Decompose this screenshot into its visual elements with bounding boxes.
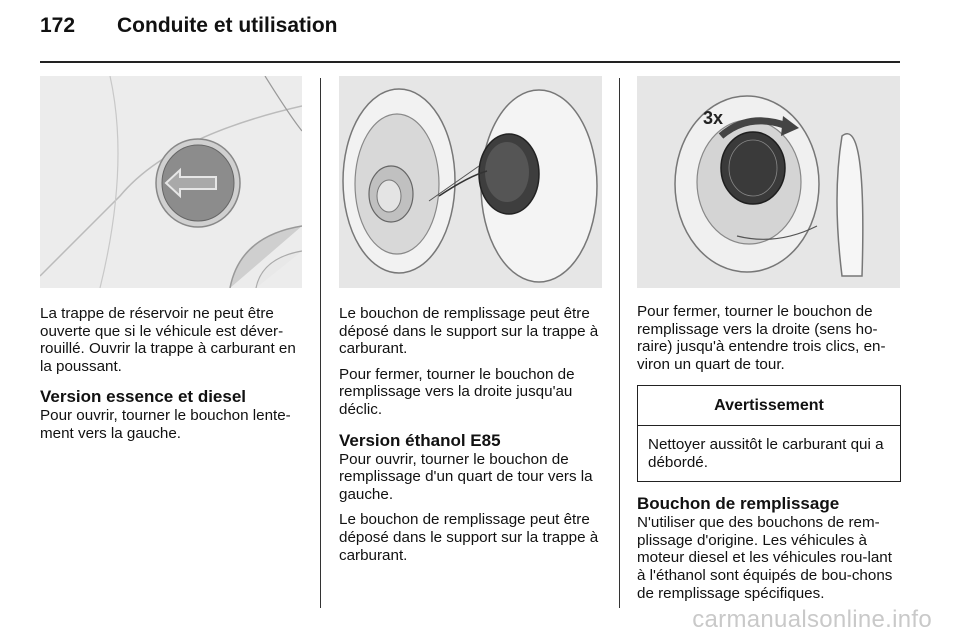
page-title: Conduite et utilisation: [117, 14, 338, 37]
column-2: [339, 305, 603, 572]
column-1: [40, 305, 304, 451]
paragraph: Le bouchon de remplissage peut être déposé dans le support sur la trappe à carburant.: [339, 511, 599, 564]
page-header: [40, 14, 338, 50]
header-rule: [40, 61, 900, 63]
figure-fuel-cap-rotation: [637, 76, 900, 288]
paragraph: Pour ouvrir, tourner le bouchon lente-ment vers la gauche.: [40, 407, 291, 442]
rotation-count-label: 3x: [703, 108, 724, 128]
column-divider: [320, 78, 321, 608]
section-heading: Version éthanol E85: [339, 430, 501, 450]
fuel-cap-rotation-icon: [637, 76, 900, 288]
paragraph: Pour fermer, tourner le bouchon de remplissage vers la droite jusqu'au déclic.: [339, 365, 575, 418]
paragraph: N'utiliser que des bouchons de rem-plissage d'origine. Les véhicules à moteur diesel et les véhicules rou-lant à l'éthanol sont équipés de bou-chons de remplissage spécifiques.: [637, 514, 893, 602]
column-divider: [619, 78, 620, 608]
paragraph: Pour ouvrir, tourner le bouchon de remplissage d'un quart de tour vers la gauche.: [339, 450, 593, 503]
warning-body: Nettoyer aussitôt le carburant qui a débordé.: [648, 435, 884, 471]
open-fuel-cap-icon: [339, 76, 602, 288]
paragraph: Pour fermer, tourner le bouchon de remplissage vers la droite (sens ho-raire) jusqu'à entendre trois clics, en-viron un quart de tour.: [637, 303, 886, 373]
warning-title: Avertissement: [638, 386, 900, 426]
paragraph: Le bouchon de remplissage peut être déposé dans le support sur la trappe à carburant.: [339, 305, 599, 358]
warning-box: [637, 385, 901, 482]
column-3: [637, 303, 901, 610]
figure-open-fuel-cap: [339, 76, 602, 288]
section-heading: Bouchon de remplissage: [637, 494, 840, 514]
figure-fuel-door: [40, 76, 302, 288]
section-heading: Version essence et diesel: [40, 387, 247, 407]
watermark: carmanualsonline.info: [692, 606, 932, 633]
page-number: 172: [40, 14, 76, 37]
paragraph: La trappe de réservoir ne peut être ouverte que si le véhicule est déver-rouillé. Ouvrir la trappe à carburant en la poussant.: [40, 305, 296, 375]
fuel-door-arrow-icon: [40, 76, 302, 288]
